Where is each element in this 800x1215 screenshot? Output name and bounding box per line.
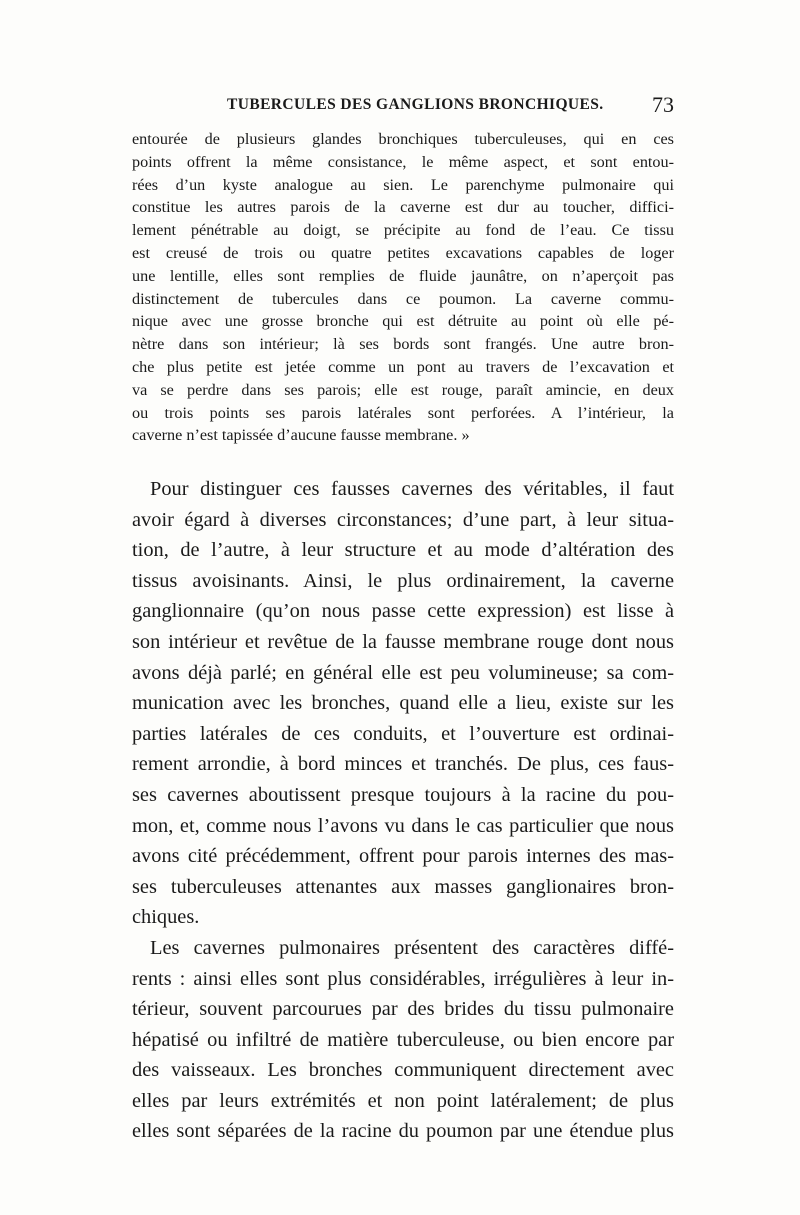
paragraph-distinguishing-false-cavities <box>132 474 674 933</box>
quote-line: entourée de plusieurs glandes bronchiques tuberculeuses, qui en ces <box>132 130 674 148</box>
body-line: ses cavernes aboutissent presque toujours à la racine du pou- <box>132 783 674 806</box>
paragraph-pulmonary-cavities <box>132 933 674 1147</box>
quote-line: rées d’un kyste analogue au sien. Le parenchyme pulmonaire qui <box>132 175 674 194</box>
body-line: munication avec les bronches, quand elle a lieu, existe sur les <box>132 692 674 715</box>
quote-line: lement pénétrable au doigt, se précipite au fond de l’eau. Ce tissu <box>132 221 674 240</box>
page-number: 73 <box>652 92 674 117</box>
body-line: tion, de l’autre, à leur structure et au mode d’altération des <box>132 539 674 562</box>
body-line: térieur, souvent parcourues par des brides du tissu pulmonaire <box>132 998 674 1021</box>
body-line: parties latérales de ces conduits, et l’ouverture est ordinai- <box>132 722 674 745</box>
main-text <box>132 474 674 1147</box>
quote-line: constitue les autres parois de la caverne est dur au toucher, diffici- <box>132 198 674 217</box>
quote-line: caverne n’est tapissée d’aucune fausse membrane. » <box>132 426 470 445</box>
body-line: des vaisseaux. Les bronches communiquent directement avec <box>132 1059 674 1082</box>
body-line: Les cavernes pulmonaires présentent des caractères diffé- <box>150 936 674 959</box>
body-line: Pour distinguer ces fausses cavernes des véritables, il faut <box>150 478 674 500</box>
quote-line: ou trois points ses parois latérales sont perforées. A l’intérieur, la <box>132 403 674 422</box>
body-line: tissus avoisinants. Ainsi, le plus ordinairement, la caverne <box>132 569 674 592</box>
quote-line: une lentille, elles sont remplies de fluide jaunâtre, on n’aperçoit pas <box>132 266 674 285</box>
body-line: mon, et, comme nous l’avons vu dans le cas particulier que nous <box>132 814 674 837</box>
body-line: avons déjà parlé; en général elle est peu volumineuse; sa com- <box>132 661 674 684</box>
body-line: ganglionnaire (qu’on nous passe cette expression) est lisse à <box>132 600 674 623</box>
running-head <box>132 92 674 122</box>
body-line: elles par leurs extrémités et non point latéralement; de plus <box>132 1089 674 1112</box>
quote-line: va se perdre dans ses parois; elle est rouge, paraît amincie, en deux <box>132 380 674 399</box>
body-line: chiques. <box>132 906 200 929</box>
body-line: avons cité précédemment, offrent pour parois internes des mas- <box>132 845 674 868</box>
body-line: son intérieur et revêtue de la fausse membrane rouge dont nous <box>132 630 674 653</box>
body-line: elles sont séparées de la racine du poumon par une étendue plus <box>132 1120 674 1143</box>
quote-line: nètre dans son intérieur; là ses bords sont frangés. Une autre bron- <box>132 335 674 354</box>
body-line: rement arrondie, à bord minces et tranchés. De plus, ces faus- <box>132 753 674 776</box>
quote-line: distinctement de tubercules dans ce poumon. La caverne commu- <box>132 289 674 308</box>
quote-line: che plus petite est jetée comme un pont au travers de l’excavation et <box>132 357 674 376</box>
quote-line: est creusé de trois ou quatre petites excavations capables de loger <box>132 243 674 262</box>
quote-line: nique avec une grosse bronche qui est détruite au point où elle pé- <box>132 312 674 331</box>
body-line: avoir égard à diverses circonstances; d’une part, à leur situa- <box>132 508 674 531</box>
body-line: rents : ainsi elles sont plus considérables, irrégulières à leur in- <box>132 967 674 990</box>
running-title: TUBERCULES DES GANGLIONS BRONCHIQUES. <box>227 96 604 113</box>
quote-line: points offrent la même consistance, le même aspect, et sont entou- <box>132 152 674 171</box>
body-line: ses tuberculeuses attenantes aux masses ganglionaires bron- <box>132 875 674 898</box>
quoted-case-report <box>132 128 674 447</box>
body-line: hépatisé ou infiltré de matière tuberculeuse, ou bien encore par <box>132 1028 674 1051</box>
